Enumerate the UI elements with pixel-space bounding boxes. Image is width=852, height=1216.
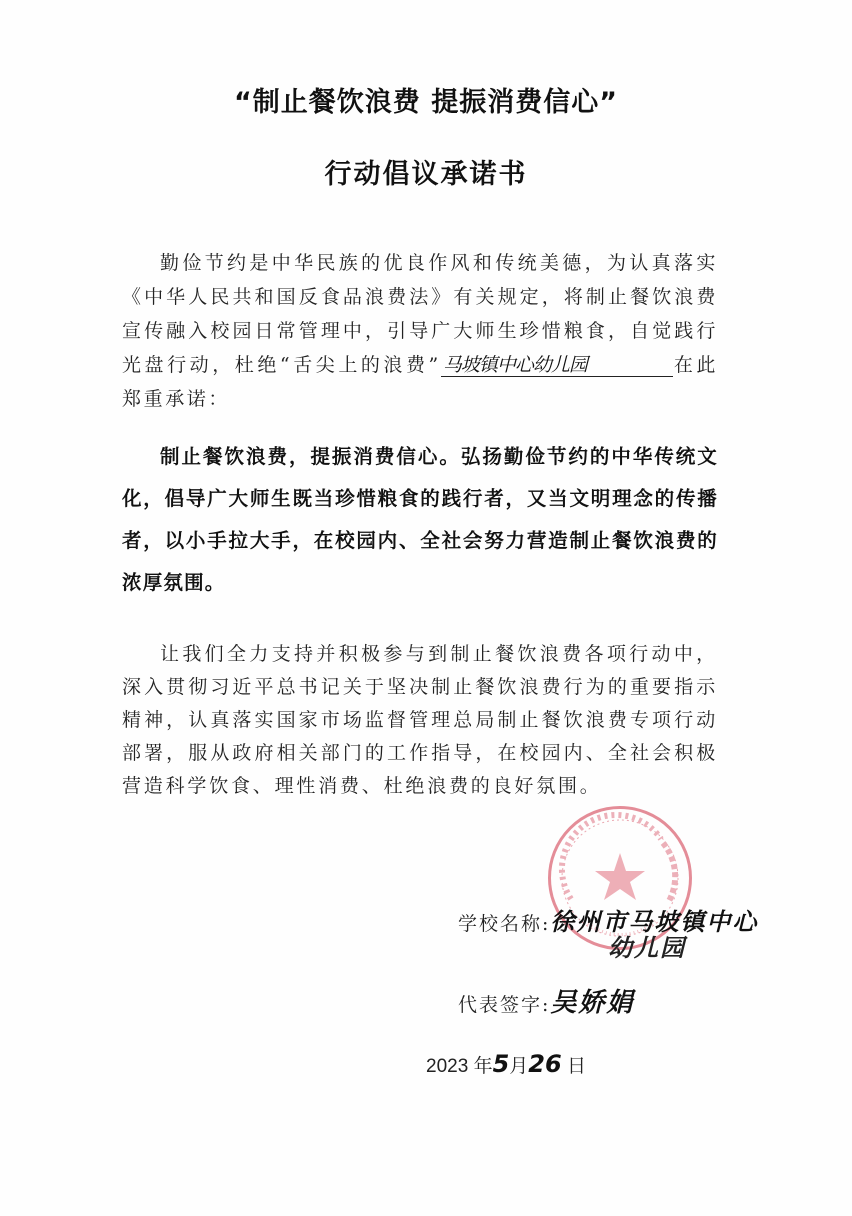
school-name-handwritten: 徐州市马坡镇中心 [550, 908, 759, 936]
date-day-unit: 日 [566, 1056, 586, 1077]
paragraph-intro [122, 246, 718, 416]
intro-text-after: 在此郑重承诺： [122, 354, 718, 410]
date-year: 2023 [426, 1056, 469, 1077]
representative-signature: 吴娇娟 [550, 988, 635, 1018]
date-month-unit: 月 [509, 1056, 529, 1077]
date-day: 26 [528, 1050, 562, 1078]
star-icon [595, 853, 645, 900]
paragraph-commitment-bold: 制止餐饮浪费，提振消费信心。弘扬勤俭节约的中华传统文化，倡导广大师生既当珍惜粮食的践行者，又当文明理念的传播者，以小手拉大手，在校园内、全社会努力营造制止餐饮浪费的浓厚氛围。 [122, 445, 718, 594]
date-row [426, 1050, 586, 1078]
document-title-line1: “制止餐饮浪费 提振消费信心” [234, 87, 618, 118]
date-year-unit: 年 [473, 1056, 493, 1077]
intro-text: 勤俭节约是中华民族的优良作风和传统美德，为认真落实《中华人民共和国反食品浪费法》有关规定，将制止餐饮浪费宣传融入校园日常管理中，引导广大师生珍惜粮食，自觉践行光盘行动，杜绝“舌尖上的浪费” [122, 252, 718, 376]
handwritten-school-fill: 马坡镇中心幼儿园 [441, 354, 673, 377]
date-month: 5 [492, 1050, 510, 1078]
representative-label: 代表签字: [458, 994, 551, 1016]
school-name-handwritten-line2: 幼儿园 [608, 934, 686, 962]
document-title-line2: 行动倡议承诺书 [324, 159, 528, 190]
school-name-label: 学校名称: [458, 913, 551, 935]
representative-signature-row [458, 982, 634, 1019]
paragraph-action: 让我们全力支持并积极参与到制止餐饮浪费各项行动中，深入贯彻习近平总书记关于坚决制止餐饮浪费行为的重要指示精神，认真落实国家市场监督管理总局制止餐饮浪费专项行动部署，服从政府相关部门的工作指导，在校园内、全社会积极营造科学饮食、理性消费、杜绝浪费的良好氛围。 [122, 643, 718, 797]
